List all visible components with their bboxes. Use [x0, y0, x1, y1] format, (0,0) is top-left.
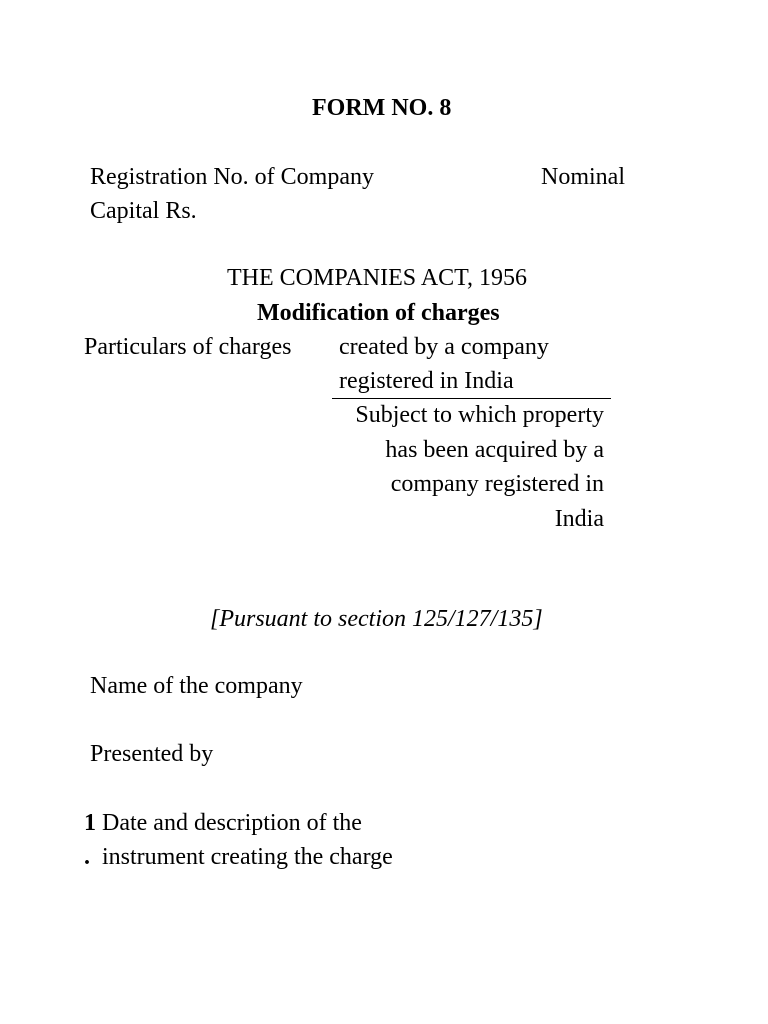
- particulars-label: Particulars of charges: [84, 334, 292, 360]
- item-1-line-1: Date and description of the: [102, 810, 362, 836]
- pursuant-note: [Pursuant to section 125/127/135]: [210, 606, 543, 632]
- acquired-line-2: has been acquired by a: [385, 436, 604, 463]
- presented-by-label: Presented by: [90, 741, 214, 767]
- registration-label: Registration No. of Company: [90, 164, 374, 190]
- acquired-line-4: India: [554, 505, 604, 532]
- capital-label: Capital Rs.: [90, 198, 197, 224]
- nominal-label: Nominal: [541, 164, 625, 190]
- created-line-1: created by a company: [339, 334, 549, 360]
- item-1-line-2: instrument creating the charge: [102, 844, 393, 870]
- acquired-block: [355, 398, 604, 536]
- company-name-label: Name of the company: [90, 673, 303, 699]
- acquired-line-1: Subject to which property: [355, 402, 604, 428]
- item-1-dot: .: [84, 844, 90, 870]
- form-title: FORM NO. 8: [312, 95, 452, 121]
- created-line-2: registered in India: [339, 368, 514, 394]
- act-title: THE COMPANIES ACT, 1956: [227, 265, 528, 291]
- acquired-line-3: company registered in: [390, 471, 604, 497]
- subject-heading: Modification of charges: [257, 300, 500, 326]
- item-1-number: 1: [84, 810, 96, 836]
